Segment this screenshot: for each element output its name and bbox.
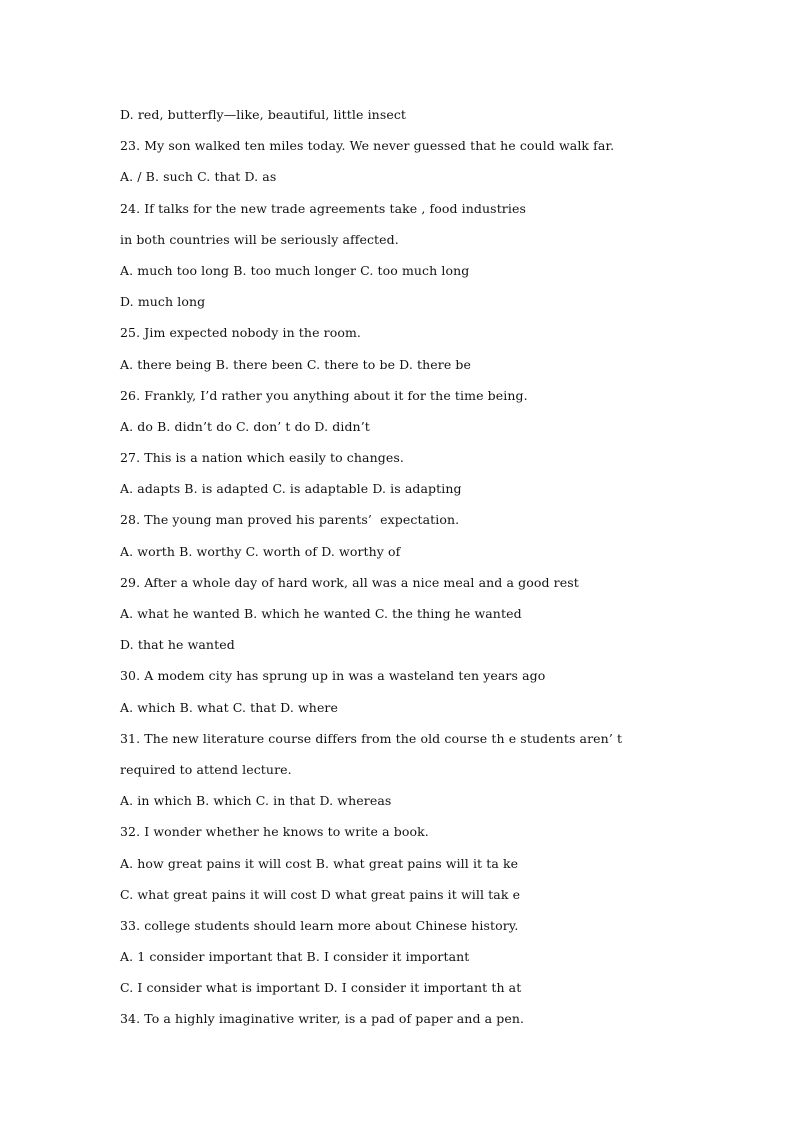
options-24: A. much too long B. too much longer C. too much long	[120, 262, 470, 278]
options-32-continued: C. what great pains it will cost D what great pains it will tak e	[120, 886, 521, 902]
question-33: 33. college students should learn more about Chinese history.	[120, 917, 519, 933]
options-30: A. which B. what C. that D. where	[120, 699, 339, 715]
options-26: A. do B. didn’t do C. don’ t do D. didn’t	[120, 418, 370, 434]
options-33: A. 1 consider important that B. I consider it important	[120, 949, 470, 965]
question-26: 26. Frankly, I’d rather you anything about it for the time being.	[120, 387, 528, 403]
question-31-continued: required to attend lecture.	[120, 761, 292, 777]
question-25: 25. Jim expected nobody in the room.	[120, 325, 361, 341]
options-24-continued: D. much long	[120, 294, 206, 310]
question-29: 29. After a whole day of hard work, all was a nice meal and a good rest	[120, 574, 579, 590]
options-23: A. / B. such C. that D. as	[120, 169, 277, 185]
question-28: 28. The young man proved his parents’ expectation.	[120, 512, 460, 528]
document-page	[120, 104, 760, 1040]
options-31: A. in which B. which C. in that D. whereas	[120, 793, 392, 809]
question-24-continued: in both countries will be seriously affected.	[120, 231, 399, 247]
question-23: 23. My son walked ten miles today. We never guessed that he could walk far.	[120, 138, 615, 154]
question-30: 30. A modem city has sprung up in was a wasteland ten years ago	[120, 668, 546, 684]
question-24: 24. If talks for the new trade agreements take , food industries	[120, 200, 526, 216]
options-28: A. worth B. worthy C. worth of D. worthy of	[120, 543, 401, 559]
options-27: A. adapts B. is adapted C. is adaptable D. is adapting	[120, 481, 462, 497]
text-line-option-d-22: D. red, butterfly—like, beautiful, little insect	[120, 107, 407, 122]
options-29: A. what he wanted B. which he wanted C. the thing he wanted	[120, 606, 522, 621]
options-32: A. how great pains it will cost B. what great pains will it ta ke	[120, 855, 519, 871]
question-31: 31. The new literature course differs from the old course th e students aren’ t	[120, 730, 623, 746]
options-33-continued: C. I consider what is important D. I consider it important th at	[120, 980, 522, 996]
options-29-continued: D. that he wanted	[120, 637, 235, 653]
question-32: 32. I wonder whether he knows to write a book.	[120, 824, 429, 840]
options-25: A. there being B. there been C. there to be D. there be	[120, 356, 472, 372]
question-34: 34. To a highly imaginative writer, is a pad of paper and a pen.	[120, 1011, 525, 1027]
question-27: 27. This is a nation which easily to changes.	[120, 450, 404, 466]
